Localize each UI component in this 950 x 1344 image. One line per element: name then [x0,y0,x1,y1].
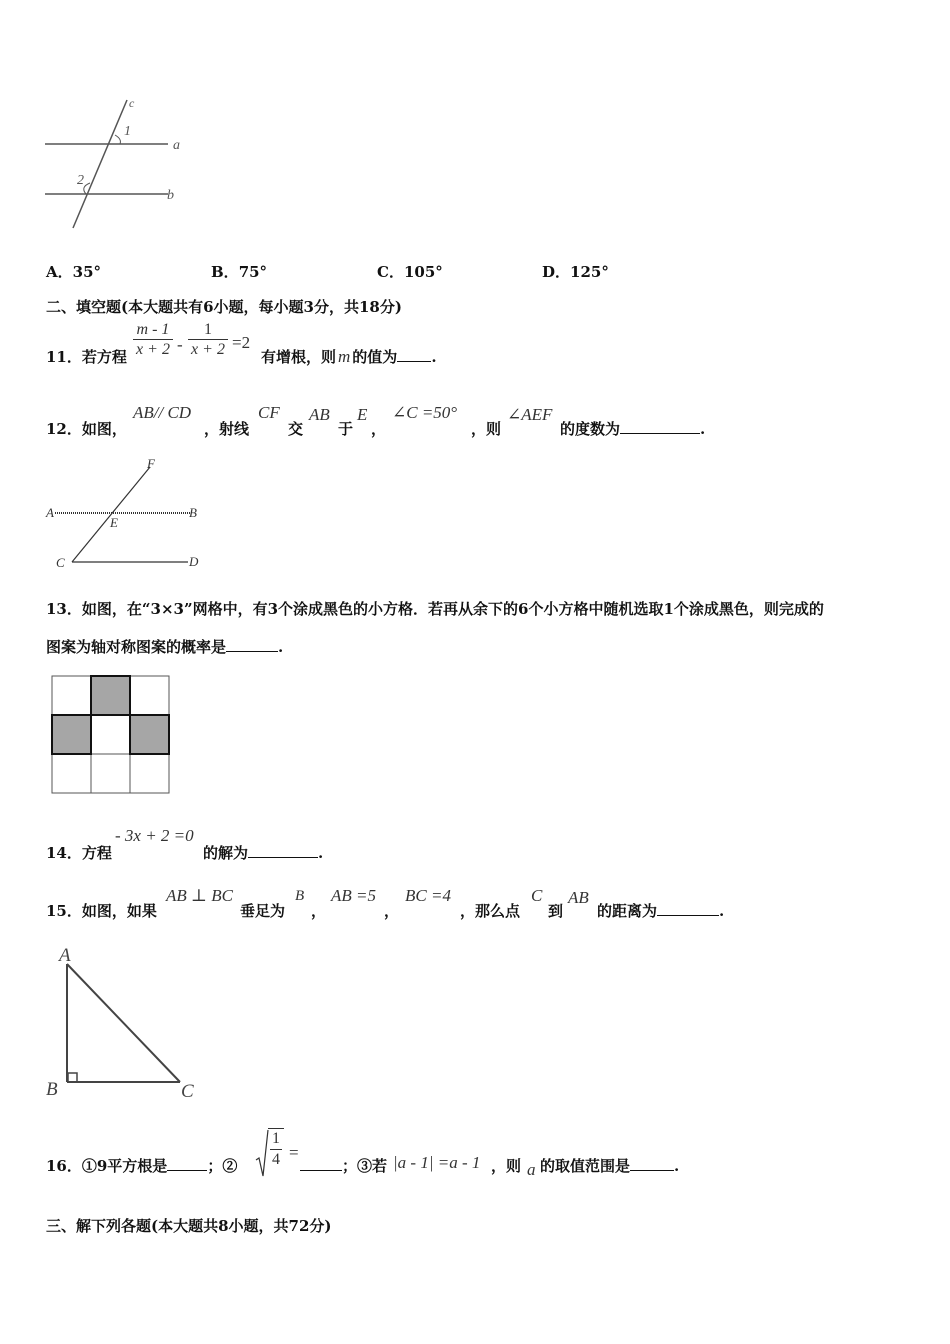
q15-answer-blank [657,901,719,916]
q12-cf: CF [258,403,280,422]
q16-sqrt-sign [255,1128,269,1180]
q13-answer-blank [226,637,278,652]
option-a: A．35° [46,263,102,281]
label-a: A [46,505,54,520]
label-a: a [173,138,180,153]
q15-b: B [295,888,305,904]
q11-minus: - [177,335,183,354]
q12-ab: AB [309,405,330,424]
grid-cell-shaded [91,676,130,715]
q16-blank-3 [630,1156,674,1171]
label-2: 2 [77,173,84,188]
grid-cell-empty [130,676,169,715]
grid-cell-empty [52,676,91,715]
q12-e: E [357,405,368,424]
q12-expr-ab-parallel-cd: AB// CD [133,403,192,422]
q14-prefix: 14．方程 [46,844,112,862]
label-c: c [129,96,135,110]
q12-text-intersect: 交 [288,420,304,438]
label-b: b [167,188,174,203]
q13-line1: 13．如图，在“3×3”网格中，有3个涂成黑色的小方格．若再从余下的6个小方格中随机选取1个涂成黑色，则完成的 [46,600,824,618]
label-d: D [189,554,199,569]
label-a: A [59,945,71,966]
grid-cell-empty [130,754,169,793]
side-ac [67,964,180,1082]
line-c [73,100,127,228]
q15-ab: AB [568,888,589,907]
q15-comma-1: ， [311,902,327,920]
figure-right-triangle-q15 [40,940,215,1105]
q11-prefix: 11．若方程 [46,348,127,366]
q16-blank-2 [300,1156,342,1171]
q14-answer-blank [248,843,318,858]
q16-text-then: ，则 [491,1157,522,1175]
q16-equals: = [289,1143,299,1162]
q15-expr-perp: AB ⊥ BC [166,886,233,905]
q11-var-m: m [338,347,351,366]
q16-blank-1 [167,1156,207,1171]
q15-c: C [531,886,543,905]
label-c: C [181,1081,194,1102]
grid-cell-shaded [52,715,91,754]
q11-fraction-2: 1 x + 2 [188,320,228,359]
option-b: B．75° [211,263,268,281]
q15-text-foot: 垂足为 [240,902,286,920]
grid-cell-empty [91,754,130,793]
q14-text: 的解为 . [203,844,324,862]
right-angle-mark [68,1073,77,1082]
q12-comma: ， [371,420,387,438]
q12-angle-c: ∠C =50° [392,403,458,422]
grid-cell-empty [52,754,91,793]
figure-parallel-lines-q10 [40,95,190,235]
q16-sqrt-fraction: 1 4 [268,1128,284,1170]
q11-fraction-1: m - 1 x + 2 [133,320,173,359]
q12-text-ray: ，射线 [204,420,250,438]
q12-text-then: ，则 [471,420,502,438]
option-d: D．125° [542,263,609,281]
grid-cell-shaded [130,715,169,754]
q15-expr-ab5: AB =5 [331,886,376,905]
q12-text-at: 于 [338,420,354,438]
q12-text-tail: 的度数为 . [560,420,706,438]
q12-angle-aef: ∠AEF [507,405,553,424]
q15-text-tail: 的距离为 . [597,902,725,920]
q11-text: 有增根，则 m 的值为 . [261,347,437,366]
q15-prefix: 15．如图，如果 [46,902,157,920]
q11-equals: =2 [232,333,251,352]
q11-answer-blank [397,347,431,362]
q15-text-to: 到 [548,902,564,920]
q13-line2: 图案为轴对称图案的概率是 . [46,638,284,656]
q16-abs-expr: |a - 1| =a - 1 [393,1153,481,1172]
option-c: C．105° [377,263,443,281]
q16-part2: ；③若 [300,1155,387,1176]
label-f: F [147,456,155,471]
q15-comma-2: ， [384,902,400,920]
label-e: E [110,515,118,530]
q12-prefix: 12．如图， [46,420,127,438]
q16-var-a: a [527,1160,536,1179]
q12-answer-blank [620,419,700,434]
figure-q12 [40,455,220,575]
q16-text-tail: 的取值范围是 . [540,1157,680,1175]
label-b: B [46,1079,58,1100]
label-1: 1 [124,124,131,139]
q14-equation: - 3x + 2 =0 [115,826,194,845]
label-b: B [189,505,197,520]
grid-3x3-q13 [50,674,172,796]
q15-expr-bc4: BC =4 [405,886,451,905]
section3-title: 三、解下列各题(本大题共8小题，共72分) [46,1217,332,1235]
q16-part1: 16．①9平方根是 ；② [46,1157,238,1175]
angle-1-arc [115,135,120,144]
q15-text-point: ，那么点 [460,902,521,920]
label-c: C [56,555,65,570]
section2-title: 二、填空题(本大题共有6小题，每小题3分，共18分) [46,298,402,316]
grid-cell-empty [91,715,130,754]
